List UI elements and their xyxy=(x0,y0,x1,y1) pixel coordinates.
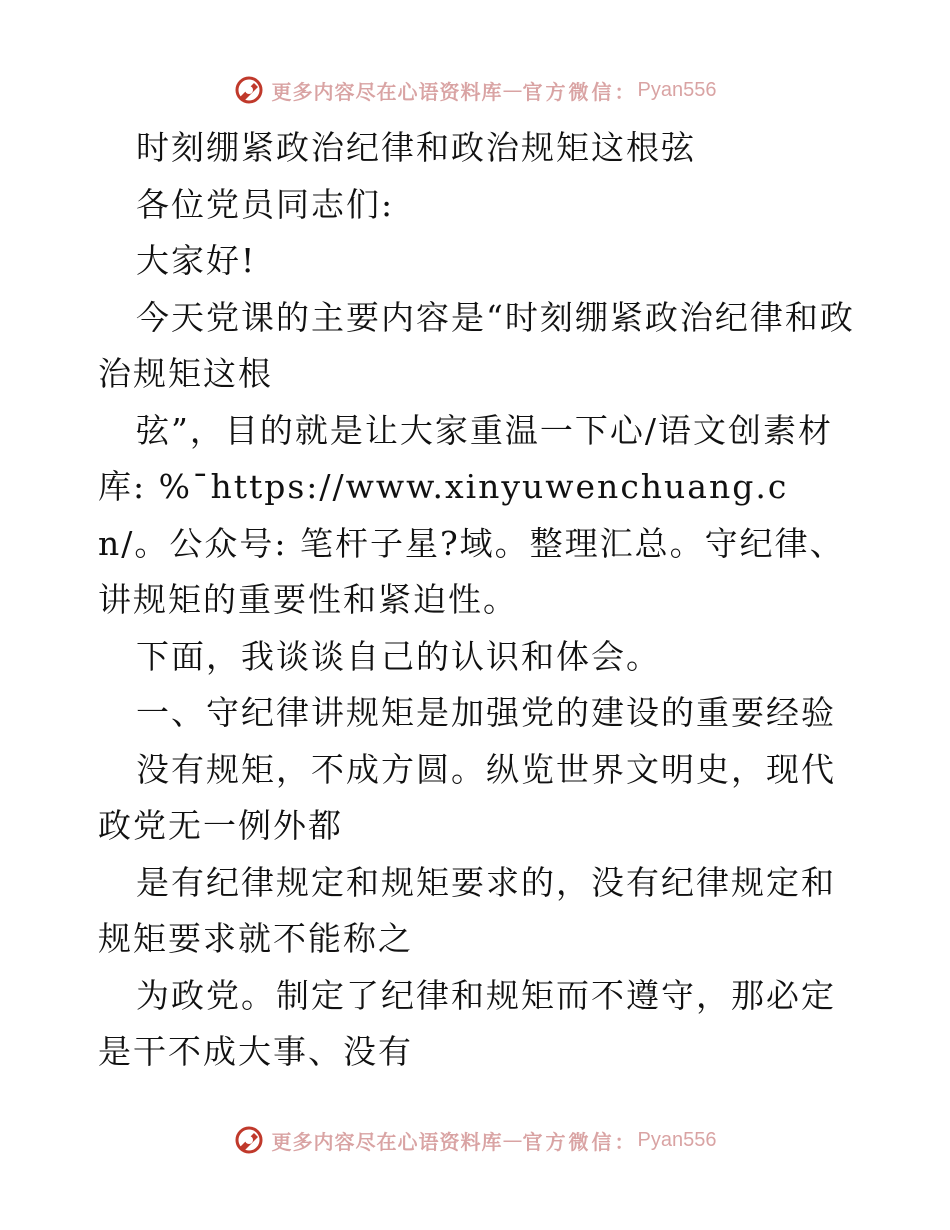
banner-wechat-id: Pyan556 xyxy=(637,78,717,101)
banner-site-text: 更多内容尽在心语资料库 xyxy=(271,79,503,104)
pen-logo-icon xyxy=(234,1125,264,1155)
pen-logo-icon xyxy=(234,75,264,105)
section-heading: 一、守纪律讲规矩是加强党的建设的重要经验 xyxy=(136,693,836,732)
body-paragraph: 下面，我谈谈自己的认识和体会。 xyxy=(136,636,661,676)
banner-wechat-prefix: 官方微信： xyxy=(522,1129,638,1154)
banner-site-text: 更多内容尽在心语资料库 xyxy=(271,1129,503,1154)
document-body xyxy=(98,120,858,1081)
body-paragraph: 为政党。制定了纪律和规矩而不遵守，那必定是干不成大事、没有 xyxy=(98,975,836,1071)
document-title: 时刻绷紧政治纪律和政治规矩这根弦 xyxy=(136,128,696,167)
footer-banner xyxy=(0,1120,950,1160)
body-paragraph: 是有纪律规定和规矩要求的，没有纪律规定和规矩要求就不能称之 xyxy=(98,862,836,958)
banner-separator: — xyxy=(502,78,523,102)
header-banner xyxy=(0,70,950,110)
body-paragraph: 弦”，目的就是让大家重温一下心/语文创素材库: %¯https://www.xinyuwenchuang.cn/。公众号: 笔杆子星?域。整理汇总。守纪律、讲规矩的重要性和紧迫性。 xyxy=(98,410,845,619)
body-paragraph: 没有规矩，不成方圆。纵览世界文明史，现代政党无一例外都 xyxy=(98,749,836,845)
banner-wechat-id: Pyan556 xyxy=(637,1128,717,1151)
greeting: 大家好! xyxy=(136,241,257,280)
banner-separator: — xyxy=(502,1128,523,1152)
body-paragraph: 今天党课的主要内容是“时刻绷紧政治纪律和政治规矩这根 xyxy=(98,297,855,393)
banner-wechat-prefix: 官方微信： xyxy=(522,79,638,104)
salutation: 各位党员同志们: xyxy=(136,184,395,224)
